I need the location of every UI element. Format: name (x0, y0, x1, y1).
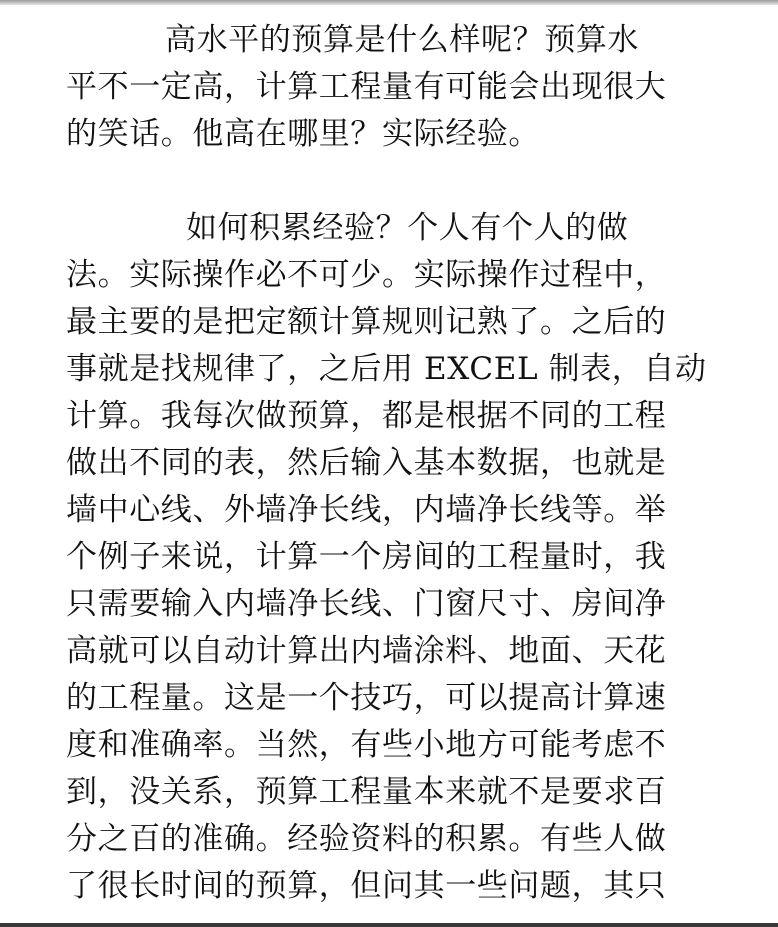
text-line: 个例子来说，计算一个房间的工程量时，我 (66, 539, 667, 575)
text-line: 最主要的是把定额计算规则记熟了。之后的 (66, 304, 667, 340)
text-line: 了很长时间的预算，但问其一些问题，其只 (66, 868, 667, 904)
text-line: 事就是找规律了，之后用 EXCEL 制表，自动 (66, 351, 707, 387)
text-line: 的工程量。这是一个技巧，可以提高计算速 (66, 680, 667, 716)
text-line: 高就可以自动计算出内墙涂料、地面、天花 (66, 633, 667, 669)
text-line: 只需要输入内墙净长线、门窗尺寸、房间净 (66, 586, 667, 622)
paragraph-2 (66, 205, 706, 910)
text-line: 分之百的准确。经验资料的积累。有些人做 (66, 821, 667, 857)
text-line: 平不一定高，计算工程量有可能会出现很大 (66, 69, 667, 105)
document-page (66, 0, 707, 904)
text-line: 到，没关系，预算工程量本来就不是要求百 (66, 774, 667, 810)
text-line: 高水平的预算是什么样呢？预算水 (165, 22, 639, 58)
text-line: 如何积累经验？个人有个人的做 (186, 210, 629, 246)
text-line: 度和准确率。当然，有些小地方可能考虑不 (66, 727, 667, 763)
text-line: 计算。我每次做预算，都是根据不同的工程 (66, 398, 667, 434)
text-line: 做出不同的表，然后输入基本数据，也就是 (66, 445, 667, 481)
text-line: 法。实际操作必不可少。实际操作过程中， (66, 257, 667, 293)
text-line: 墙中心线、外墙净长线，内墙净长线等。举 (66, 492, 667, 528)
window-bottom-edge (0, 923, 778, 927)
text-line: 的笑话。他高在哪里？实际经验。 (66, 116, 540, 152)
paragraph-1 (66, 17, 706, 158)
